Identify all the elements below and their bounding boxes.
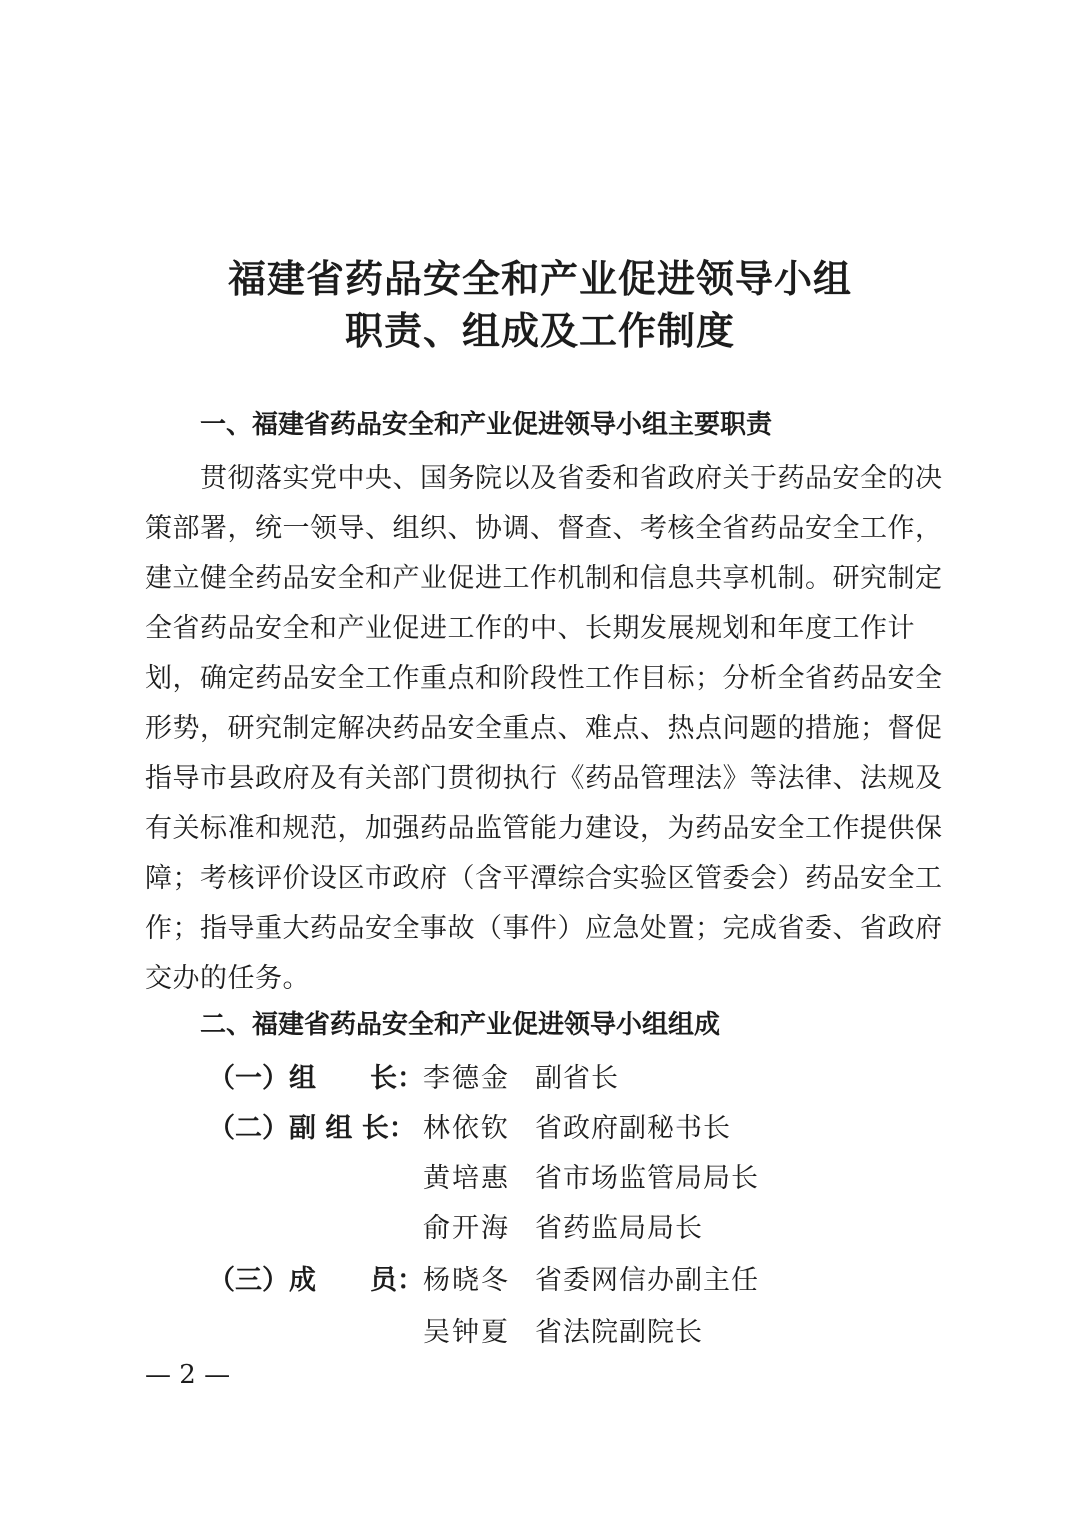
body-line: 有关标准和规范，加强药品监管能力建设，为药品安全工作提供保 xyxy=(145,813,943,844)
member-name: 俞开海 xyxy=(423,1213,510,1244)
member-name: 吴钟夏 xyxy=(423,1317,510,1348)
body-line: 划，确定药品安全工作重点和阶段性工作目标；分析全省药品安全 xyxy=(145,663,943,694)
body-line: 贯彻落实党中央、国务院以及省委和省政府关于药品安全的决 xyxy=(200,463,943,494)
member-title: 省市场监管局局长 xyxy=(535,1163,759,1194)
body-line: 交办的任务。 xyxy=(145,963,310,994)
member-title: 省药监局局长 xyxy=(535,1213,703,1244)
body-line: 形势，研究制定解决药品安全重点、难点、热点问题的措施；督促 xyxy=(145,713,943,744)
section-1-heading: 一、福建省药品安全和产业促进领导小组主要职责 xyxy=(200,410,773,440)
member-name: 林依钦 xyxy=(423,1113,510,1144)
member-name: 杨晓冬 xyxy=(423,1265,510,1296)
section-2-heading: 二、福建省药品安全和产业促进领导小组组成 xyxy=(200,1010,721,1040)
body-line: 建立健全药品安全和产业促进工作机制和信息共享机制。研究制定 xyxy=(145,563,943,594)
page-number: — 2 — xyxy=(145,1360,231,1390)
body-line: 作；指导重大药品安全事故（事件）应急处置；完成省委、省政府 xyxy=(145,913,943,944)
member-name: 黄培惠 xyxy=(423,1163,510,1194)
body-line: 障；考核评价设区市政府（含平潭综合实验区管委会）药品安全工 xyxy=(145,863,943,894)
member-title: 省委网信办副主任 xyxy=(535,1265,759,1296)
leader-label: （一）组 长： xyxy=(208,1063,424,1094)
deputy-leader-label: （二）副 组 长： xyxy=(208,1113,416,1144)
member-title: 副省长 xyxy=(535,1063,619,1094)
member-name: 李德金 xyxy=(423,1063,510,1094)
document-title-line-1: 福建省药品安全和产业促进领导小组 xyxy=(227,257,852,301)
member-title: 省政府副秘书长 xyxy=(535,1113,731,1144)
body-line: 策部署，统一领导、组织、协调、督查、考核全省药品安全工作， xyxy=(145,513,943,544)
member-title: 省法院副院长 xyxy=(535,1317,703,1348)
body-line: 指导市县政府及有关部门贯彻执行《药品管理法》等法律、法规及 xyxy=(145,763,943,794)
members-label: （三）成 员： xyxy=(208,1265,424,1296)
document-title-line-2: 职责、组成及工作制度 xyxy=(344,309,735,353)
body-line: 全省药品安全和产业促进工作的中、长期发展规划和年度工作计 xyxy=(145,613,915,644)
